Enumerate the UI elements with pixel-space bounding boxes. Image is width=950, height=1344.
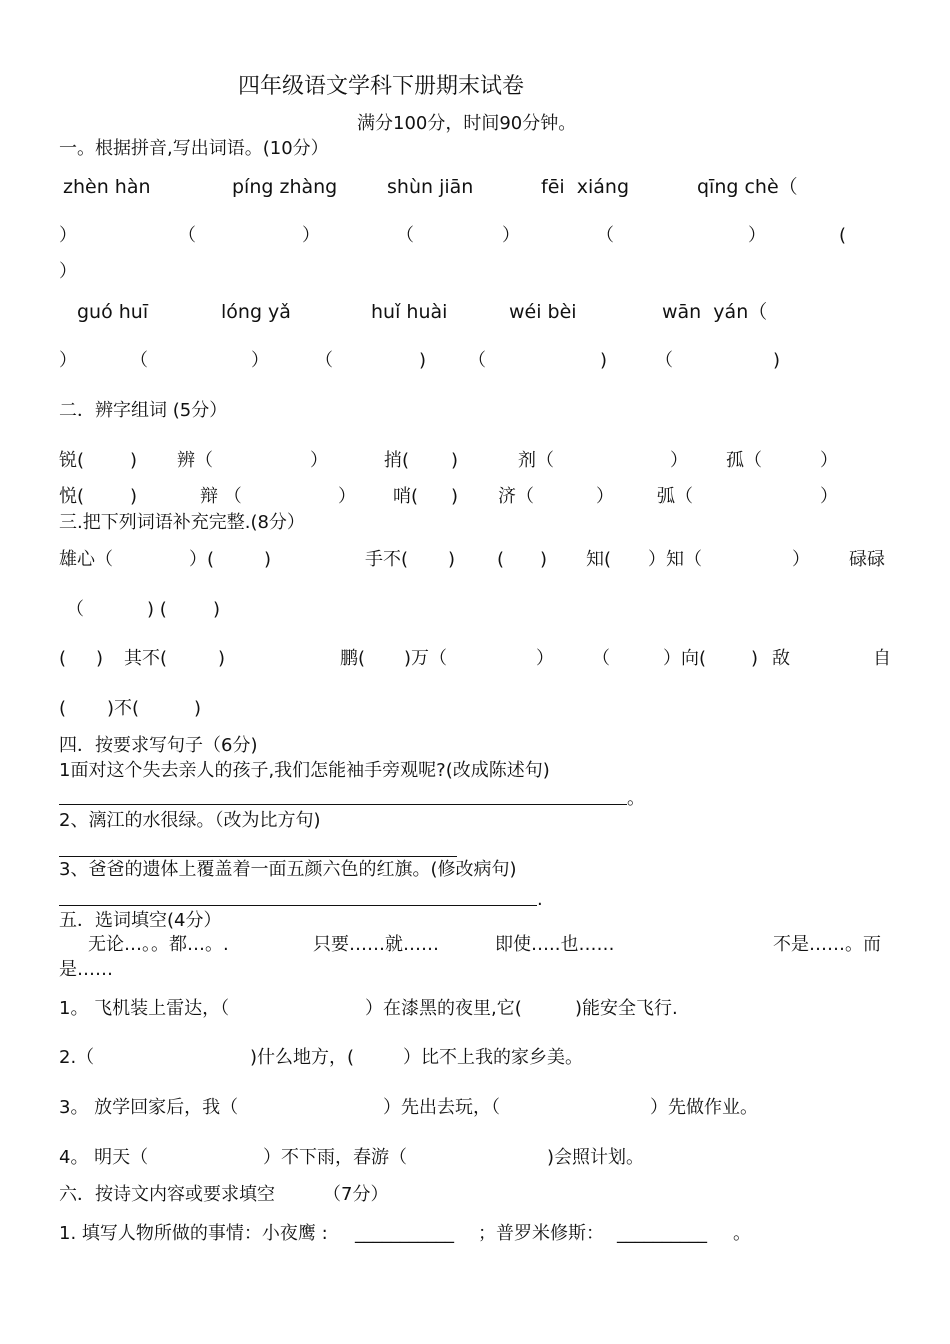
fill-question: ）不下雨，春游（ [263, 1147, 407, 1168]
fill-question: ；普罗米修斯： [478, 1223, 604, 1244]
answer-paren: ） [251, 350, 269, 371]
pinyin-item: qīng chè（ [697, 176, 798, 198]
answer-paren: （ [396, 225, 414, 246]
idiom-part: )不( [107, 698, 140, 719]
answer-paren: ) [600, 350, 608, 371]
idiom-part: ) [264, 549, 272, 570]
word-item: 哨( [393, 486, 419, 507]
subtitle: 满分100分，时间90分钟。 [357, 113, 577, 134]
answer-paren: ） [302, 225, 320, 246]
word-option: 无论…。。都…。. [88, 934, 229, 955]
answer-blank: __________ [617, 1223, 707, 1244]
fill-question: ）先做作业。 [650, 1097, 758, 1118]
pinyin-item: shùn jiān [387, 176, 474, 198]
answer-paren: （ [468, 350, 486, 371]
answer-paren: ) [773, 350, 781, 371]
word-item: 悦( [59, 486, 85, 507]
idiom-part: ) [448, 549, 456, 570]
pinyin-item: wéi bèi [509, 301, 577, 323]
word-option: 只要……就…… [313, 934, 439, 955]
answer-paren: （ [178, 225, 196, 246]
answer-line [59, 804, 627, 805]
section5-heading: 五．选词填空(4分） [59, 910, 222, 931]
answer-paren: （ [130, 350, 148, 371]
idiom-part: ) [194, 698, 202, 719]
word-item: 济（ [498, 486, 534, 507]
word-item: ） [338, 486, 356, 507]
answer-paren: ） [59, 225, 77, 246]
answer-paren: （ [315, 350, 333, 371]
word-item: ） [820, 450, 838, 471]
idiom-part: （ [66, 599, 84, 620]
word-item: ） [820, 486, 838, 507]
answer-end: 。 [627, 788, 645, 809]
idiom-part: )万（ [404, 648, 448, 669]
pinyin-item: lóng yǎ [221, 301, 291, 323]
answer-blank: ___________ [355, 1223, 454, 1244]
fill-question: ）比不上我的家乡美。 [403, 1047, 583, 1068]
pinyin-item: zhèn hàn [63, 176, 151, 198]
question-text: 2、漓江的水很绿。（改为比方句) [59, 810, 321, 831]
section1-heading: 一。根据拼音,写出词语。(10分） [59, 138, 329, 159]
word-item: ） [670, 450, 688, 471]
section2-heading: 二．辨字组词 (5分） [59, 400, 228, 421]
fill-question: 3。 放学回家后，我（ [59, 1097, 239, 1118]
fill-question: ）在漆黑的夜里,它( [365, 998, 522, 1019]
answer-paren: ) [419, 350, 427, 371]
word-option: 是…… [59, 959, 113, 980]
idiom-part: ( [59, 698, 67, 719]
section3-heading: 三.把下列词语补充完整.(8分） [59, 512, 305, 533]
idiom-part: 鹏( [340, 648, 366, 669]
answer-paren: （ [655, 350, 673, 371]
word-item: 剂（ [518, 450, 554, 471]
word-item: ) [130, 450, 138, 471]
fill-question: ）先出去玩，（ [383, 1097, 500, 1118]
fill-question: 。 [733, 1223, 751, 1244]
question-text: 3、爸爸的遗体上覆盖着一面五颜六色的红旗。(修改病句) [59, 859, 517, 880]
word-item: 弧（ [657, 486, 693, 507]
fill-question: )能安全飞行. [575, 998, 678, 1019]
word-item: ) [451, 450, 459, 471]
pinyin-item: wān yán（ [662, 301, 768, 323]
section4-heading: 四．按要求写句子（6分) [59, 735, 258, 756]
answer-line [59, 905, 537, 906]
fill-question: )什么地方，( [250, 1047, 355, 1068]
idiom-part: 自 [873, 648, 891, 669]
idiom-part: 敌 [772, 648, 790, 669]
section6-heading: 六．按诗文内容或要求填空 [59, 1184, 275, 1205]
idiom-part: （ [592, 648, 610, 669]
section6-score: （7分） [323, 1184, 389, 1205]
idiom-part: ）向( [663, 648, 707, 669]
idiom-part: ) [218, 648, 226, 669]
fill-question: 4。 明天（ [59, 1147, 149, 1168]
idiom-part: 碌碌 [849, 549, 885, 570]
idiom-part: ）( [189, 549, 215, 570]
idiom-part: 手不( [365, 549, 409, 570]
word-option: 不是……。而 [773, 934, 881, 955]
pinyin-item: píng zhàng [232, 176, 338, 198]
idiom-part: 其不( [124, 648, 168, 669]
word-item: ） [596, 486, 614, 507]
idiom-part: 知( [586, 549, 612, 570]
fill-question: 2.（ [59, 1047, 95, 1068]
answer-line [59, 856, 457, 857]
idiom-part: ( [59, 648, 67, 669]
word-item: 辨（ [177, 450, 213, 471]
word-option: 即使…..也…… [495, 934, 615, 955]
idiom-part: ） [536, 648, 554, 669]
word-item: ） [310, 450, 328, 471]
answer-paren: ） [748, 225, 766, 246]
answer-paren: ） [59, 261, 77, 282]
answer-paren: ） [502, 225, 520, 246]
pinyin-item: guó huī [77, 301, 149, 323]
word-item: 捎( [384, 450, 410, 471]
pinyin-item: huǐ huài [371, 301, 448, 323]
idiom-part: ) [96, 648, 104, 669]
answer-paren: ） [59, 350, 77, 371]
word-item: ) [130, 486, 138, 507]
idiom-part: ） [792, 549, 810, 570]
pinyin-item: fēi xiáng [541, 176, 630, 198]
idiom-part: ( [497, 549, 505, 570]
idiom-part: ）知（ [648, 549, 702, 570]
answer-end: . [537, 889, 543, 910]
fill-question: 1. 填写人物所做的事情：小夜鹰 : [59, 1223, 328, 1244]
fill-question: )会照计划。 [547, 1147, 645, 1168]
idiom-part: ) ( [147, 599, 167, 620]
page-title: 四年级语文学科下册期末试卷 [238, 74, 525, 99]
question-text: 1面对这个失去亲人的孩子,我们怎能袖手旁观呢?(改成陈述句) [59, 760, 550, 781]
idiom-part: ) [751, 648, 759, 669]
word-item: 孤（ [726, 450, 762, 471]
answer-paren: ( [839, 225, 847, 246]
idiom-part: ) [213, 599, 221, 620]
word-item: 辩 （ [200, 486, 242, 507]
answer-paren: （ [596, 225, 614, 246]
idiom-part: 雄心（ [59, 549, 113, 570]
word-item: ) [451, 486, 459, 507]
idiom-part: ) [540, 549, 548, 570]
word-item: 锐( [59, 450, 85, 471]
fill-question: 1。 飞机装上雷达，（ [59, 998, 230, 1019]
